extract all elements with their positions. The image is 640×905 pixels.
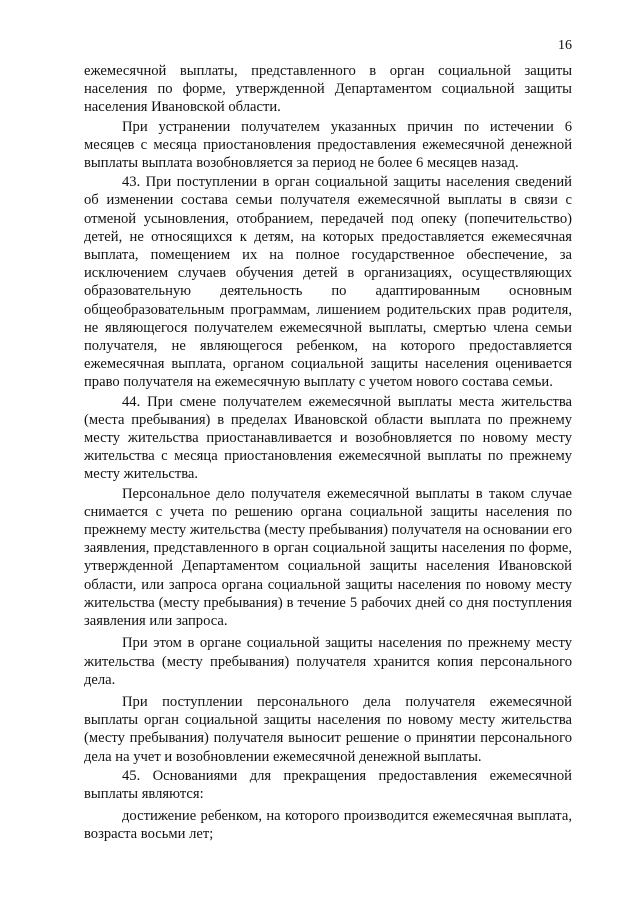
paragraph-44: 44. При смене получателем ежемесячной выплаты места жительства (места пребывания) в пределах Ивановской области выплата по прежнему месту жительства приостанавливается и возобновляется по новому месту жительства с месяца приостановления ежемесячной выплаты по прежнему месту жительства. bbox=[84, 393, 572, 483]
paragraph-copy-kept: При этом в органе социальной защиты населения по прежнему месту жительства (месту пребывания) получателя хранится копия персонального дела. bbox=[84, 635, 572, 688]
paragraph-file-received: При поступлении персонального дела получателя ежемесячной выплаты орган социальной защиты населения по новому месту жительства (месту пребывания) получателя выносит решение о принятии персонального дела на учет и возобновлении ежемесячной денежной выплаты. bbox=[84, 693, 572, 765]
page-number: 16 bbox=[558, 38, 572, 53]
paragraph-continuation: ежемесячной выплаты, представленного в орган социальной защиты населения по форме, утвержденной Департаментом социальной защиты населения Ивановской области. bbox=[84, 63, 572, 116]
paragraph-45: 45. Основаниями для прекращения предоставления ежемесячной выплаты являются: bbox=[84, 767, 572, 802]
paragraph-resumption: При устранении получателем указанных причин по истечении 6 месяцев с месяца приостановления предоставления ежемесячной денежной выплаты выплата возобновляется за период не более 6 месяцев назад. bbox=[84, 118, 572, 172]
document-body bbox=[84, 62, 572, 845]
paragraph-personal-file: Персональное дело получателя ежемесячной выплаты в таком случае снимается с учета по решению органа социальной защиты населения по прежнему месту жительства (месту пребывания) получателя на основании его заявления, представленного в орган социальной защиты населения по форме, утвержденной Департаментом социальной защиты населения Ивановской области, или запроса органа социальной защиты населения по новому месту жительства (месту пребывания) в течение 5 рабочих дней со дня поступления заявления или запроса. bbox=[84, 485, 572, 630]
paragraph-age-eight: достижение ребенком, на которого производится ежемесячная выплата, возраста восьми лет; bbox=[84, 808, 572, 843]
paragraph-43: 43. При поступлении в орган социальной защиты населения сведений об изменении состава семьи получателя ежемесячной выплаты в связи с отменой усыновления, отобранием, передачей под опеку (попечительство) детей, не относящихся к детям, на которых предоставляется ежемесячная выплата, помещением их на полное государственное обеспечение, за исключением случаев обучения детей в организациях, осуществляющих образовательную деятельность по адаптированным основным общеобразовательным программам, лишением родительских прав родителя, не являющегося получателем ежемесячной выплаты, смертью члена семьи получателя, не являющегося ребенком, на которого предоставляется ежемесячная выплата, органом социальной защиты населения оценивается право получателя на ежемесячную выплату с учетом нового состава семьи. bbox=[84, 174, 572, 391]
